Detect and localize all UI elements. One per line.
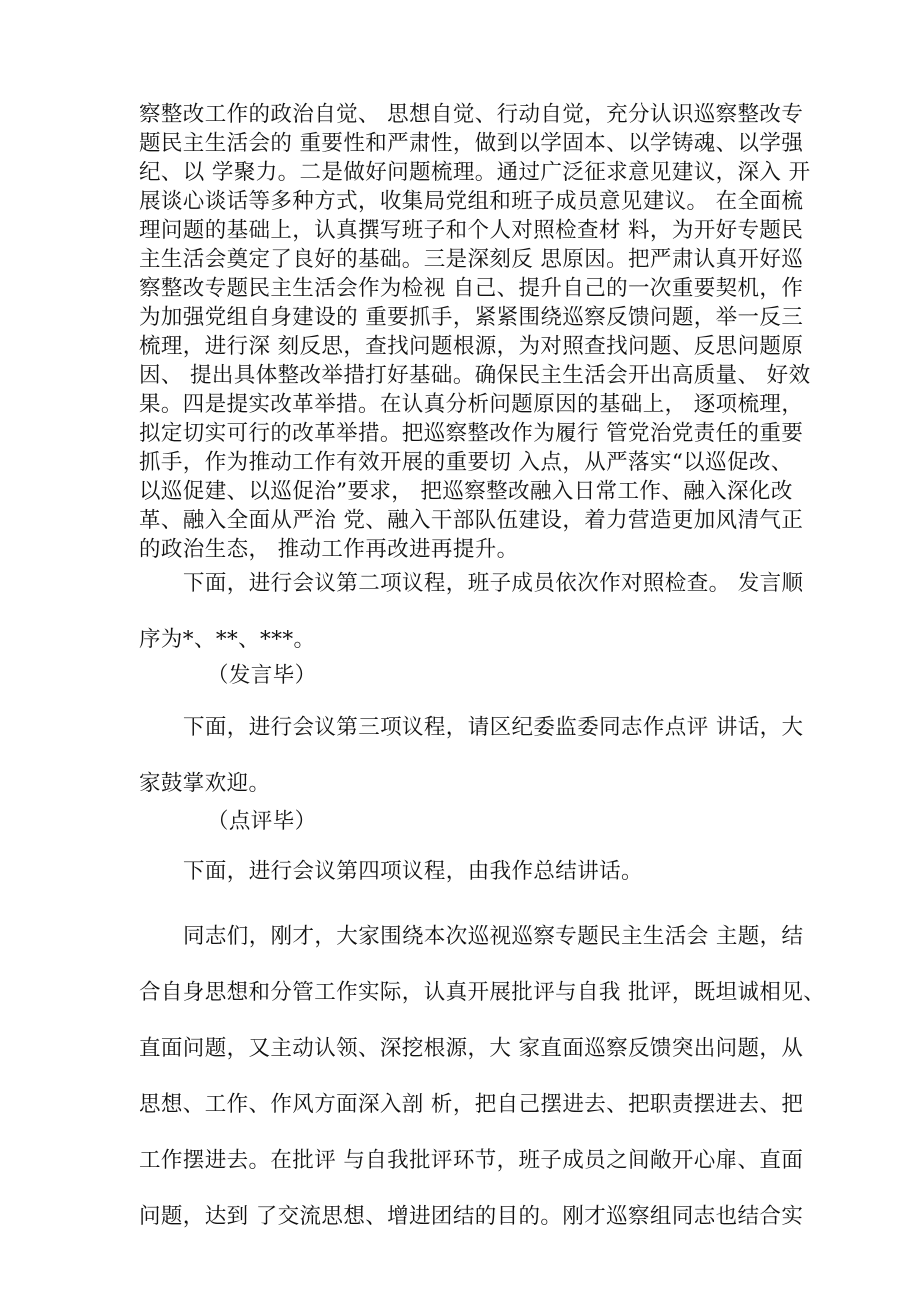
text-line: 为加强党组自身建设的 重要抓手，紧紧围绕巡察反馈问题，举一反三: [139, 305, 804, 330]
text-line: 察整改工作的政治自觉、 思想自觉、行动自觉，充分认识巡察整改专: [139, 102, 804, 127]
summary-paragraph: [139, 909, 826, 1245]
text-line: 以巡促建、以巡促治”要求， 把巡察整改融入日常工作、融入深化改: [139, 479, 793, 504]
text-line: 下面，进行会议第三项议程，请区纪委监委同志作点评 讲话，大: [183, 715, 804, 740]
text-line: 下面，进行会议第四项议程，由我作总结讲话。: [183, 859, 643, 884]
text-line: 主生活会奠定了良好的基础。三是深刻反 思原因。把严肃认真开好巡: [139, 247, 804, 272]
text-line: 的政治生态， 推动工作再改进再提升。: [139, 537, 519, 562]
text-line: 理问题的基础上，认真撰写班子和个人对照检查材 料，为开好专题民: [139, 218, 804, 243]
text-line: 思想、工作、作风方面深入剖 析，把自己摆进去、把职责摆进去、把: [139, 1092, 804, 1117]
text-line: 下面，进行会议第二项议程，班子成员依次作对照检查。 发言顺: [183, 571, 804, 596]
text-line: 梳理，进行深 刻反思，查找问题根源，为对照查找问题、反思问题原: [139, 334, 804, 359]
text-line: 合自身思想和分管工作实际，认真开展批评与自我 批评，既坦诚相见、: [139, 980, 826, 1005]
text-line: 拟定切实可行的改革举措。把巡察整改作为履行 管党治党责任的重要: [139, 421, 804, 446]
speech-done-note: [139, 648, 819, 704]
text-line: 果。四是提实改革举措。在认真分析问题原因的基础上， 逐项梳理，: [139, 392, 804, 417]
top-paragraph-block: [139, 100, 811, 564]
text-line: 直面问题，又主动认领、深挖根源，大 家直面巡察反馈突出问题，从: [139, 1036, 804, 1061]
text-line: 因、 提出具体整改举措打好基础。确保民主生活会开出高质量、 好效: [139, 363, 811, 388]
text-line: 展谈心谈话等多种方式，收集局党组和班子成员意见建议。 在全面梳: [139, 189, 804, 214]
text-line: 题民主生活会的 重要性和严肃性，做到以学固本、以学铸魂、以学强: [139, 131, 804, 156]
text-line: 问题，达到 了交流思想、增进团结的目的。刚才巡察组同志也结合实: [139, 1204, 804, 1229]
text-line: 纪、以 学聚力。二是做好问题梳理。通过广泛征求意见建议，深入 开: [139, 160, 811, 185]
text-line: 革、融入全面从严治 党、融入干部队伍建设，着力营造更加风清气正: [139, 508, 804, 533]
text-line: 序为*、**、***。: [139, 627, 316, 652]
fourth-item-paragraph: [139, 844, 819, 900]
text-line: 家鼓掌欢迎。: [139, 771, 271, 796]
text-line: 察整改专题民主生活会作为检视 自己、提升自己的一次重要契机，作: [139, 276, 804, 301]
text-line: （点评毕）: [207, 809, 317, 834]
text-line: （发言毕）: [207, 663, 317, 688]
text-line: 同志们，刚才，大家围绕本次巡视巡察专题民主生活会 主题，结: [183, 924, 804, 949]
comment-done-note: [139, 794, 819, 850]
text-line: 工作摆进去。在批评 与自我批评环节，班子成员之间敞开心扉、直面: [139, 1148, 804, 1173]
text-line: 抓手，作为推动工作有效开展的重要切 入点，从严落实“以巡促改、: [139, 450, 793, 475]
